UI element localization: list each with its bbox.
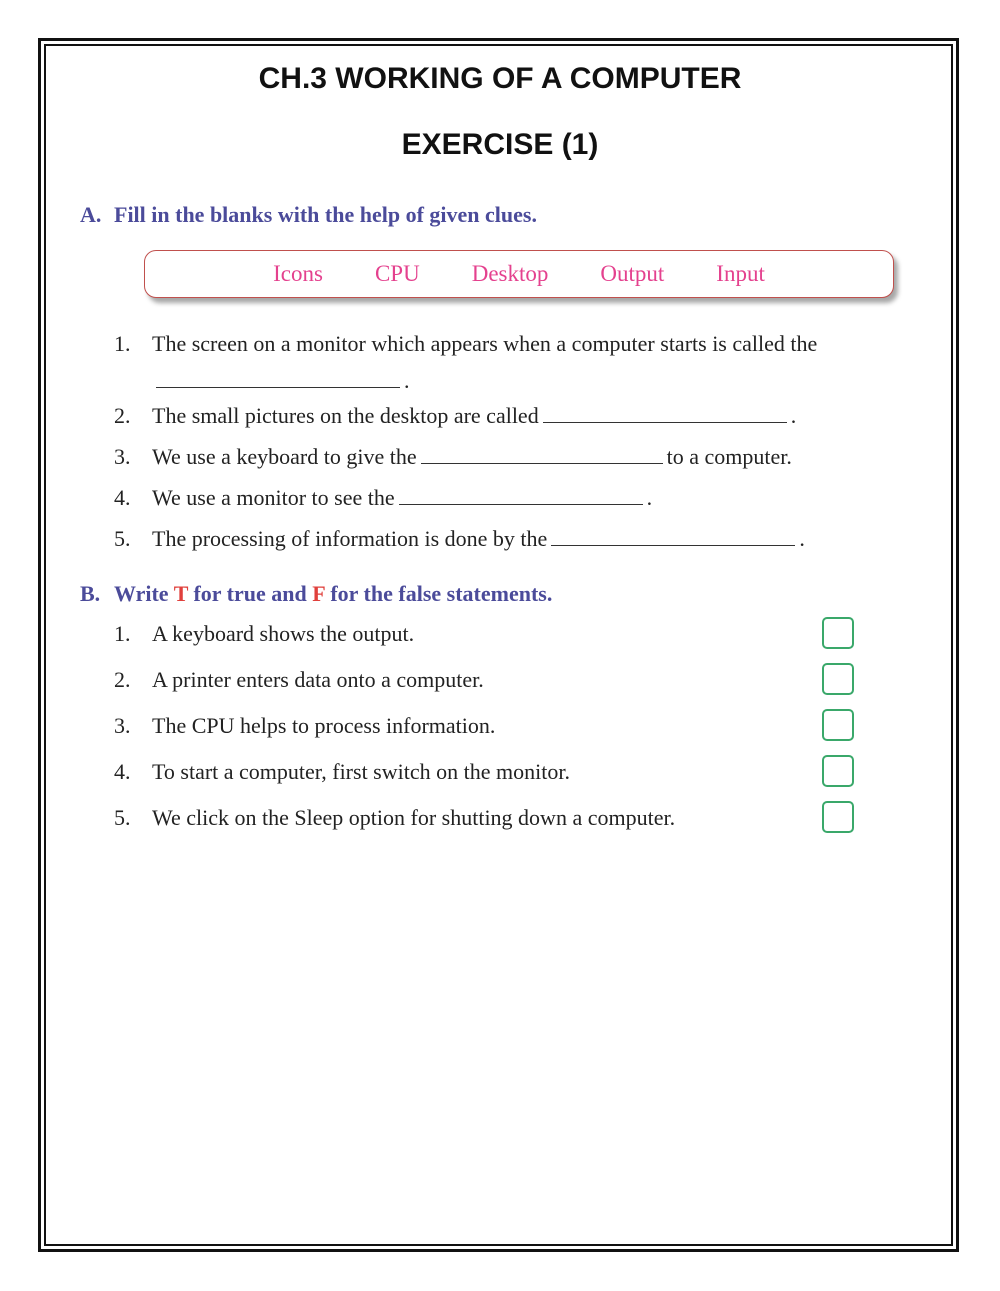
- section-a-heading: [80, 202, 537, 228]
- question-a4: 4. We use a monitor to see the .: [114, 485, 653, 510]
- page-title: CH.3 WORKING OF A COMPUTER: [258, 62, 742, 95]
- section-b-letter: B.: [80, 581, 101, 606]
- section-a-letter: A.: [80, 202, 102, 227]
- answer-blank[interactable]: [551, 544, 795, 546]
- statement-b3: 3. The CPU helps to process information.: [114, 713, 496, 738]
- answer-box[interactable]: [822, 663, 854, 695]
- answer-box[interactable]: [822, 709, 854, 741]
- question-a1-answer-line: .: [152, 368, 410, 394]
- answer-box[interactable]: [822, 755, 854, 787]
- clue-word: Output: [600, 261, 665, 286]
- question-a3: 3. We use a keyboard to give the to a computer.: [114, 444, 792, 469]
- clue-word: Input: [716, 261, 765, 286]
- answer-box[interactable]: [822, 617, 854, 649]
- section-a-heading-text: Fill in the blanks with the help of given clues.: [114, 202, 537, 227]
- statement-b2: 2. A printer enters data onto a computer.: [114, 667, 484, 692]
- answer-box[interactable]: [822, 801, 854, 833]
- question-a5: 5. The processing of information is done by the .: [114, 526, 805, 551]
- statement-b4: 4. To start a computer, first switch on the monitor.: [114, 759, 570, 784]
- clue-word: Desktop: [471, 261, 549, 286]
- statement-b5: 5. We click on the Sleep option for shutting down a computer.: [114, 805, 676, 830]
- answer-blank[interactable]: [543, 421, 787, 423]
- answer-blank[interactable]: [421, 462, 663, 464]
- question-a2: 2. The small pictures on the desktop are called .: [114, 403, 797, 428]
- clue-word: Icons: [273, 261, 323, 286]
- statement-b1: 1. A keyboard shows the output.: [114, 621, 415, 646]
- clue-box: [144, 250, 894, 298]
- clue-word: CPU: [374, 261, 420, 286]
- answer-blank[interactable]: [156, 386, 400, 388]
- question-a1: 1. The screen on a monitor which appears when a computer starts is called the: [114, 331, 818, 356]
- answer-blank[interactable]: [399, 503, 643, 505]
- section-b-heading: B. Write T for true and F for the false statements.: [80, 581, 553, 606]
- page-subtitle: EXERCISE (1): [401, 128, 599, 161]
